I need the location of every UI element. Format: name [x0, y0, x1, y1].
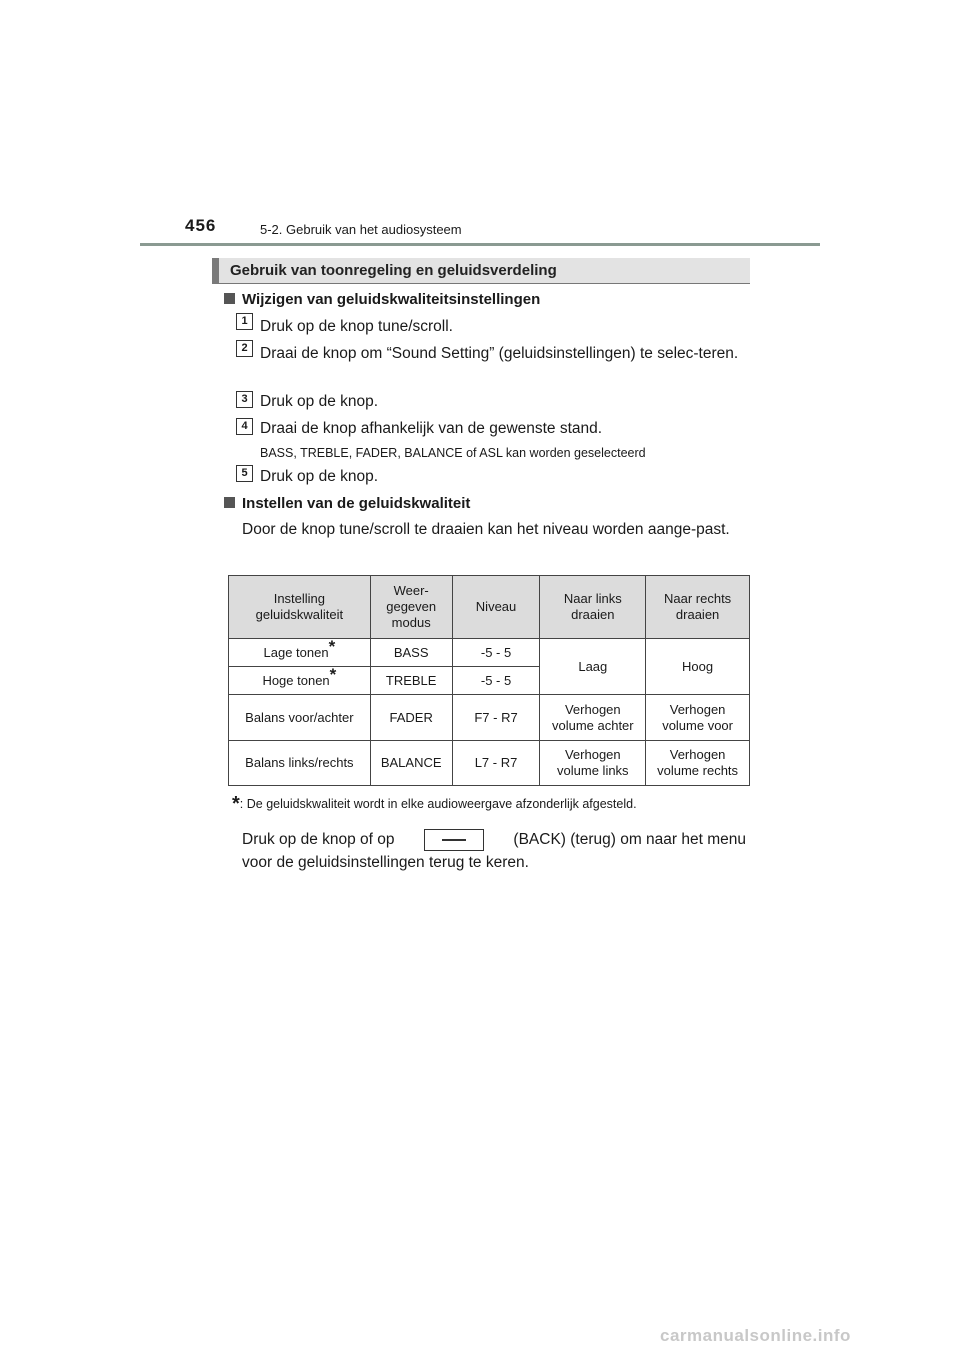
footnote-text: : De geluidskwaliteit wordt in elke audioweergave afzonderlijk afgesteld.	[239, 797, 637, 811]
table-header-cell: Naar links draaien	[540, 576, 646, 639]
square-bullet-icon	[224, 293, 235, 304]
table-cell: F7 - R7	[452, 695, 540, 741]
table-cell: Lage tonen*	[229, 639, 371, 667]
table-row	[229, 741, 750, 786]
subsection-title: Wijzigen van geluidskwaliteitsinstellingen	[242, 291, 541, 308]
step-text: Draai de knop om “Sound Setting” (geluidsinstellingen) te selec-teren.	[260, 345, 739, 362]
step-note: BASS, TREBLE, FADER, BALANCE of ASL kan worden geselecteerd	[260, 446, 646, 460]
step-badge: 3	[236, 391, 253, 408]
table-cell: BALANCE	[370, 741, 452, 786]
subsection-heading-quality	[224, 495, 470, 512]
step-text: Druk op de knop.	[260, 468, 379, 485]
step-badge: 1	[236, 313, 253, 330]
table-cell: BASS	[370, 639, 452, 667]
table-cell: TREBLE	[370, 667, 452, 695]
footnote	[232, 793, 637, 816]
back-paragraph-line	[242, 828, 746, 851]
section-heading-bar	[212, 258, 750, 284]
table-header-cell: Weer-gegeven modus	[370, 576, 452, 639]
square-bullet-icon	[224, 497, 235, 508]
table-cell: -5 - 5	[452, 667, 540, 695]
table-cell: L7 - R7	[452, 741, 540, 786]
step-text: Druk op de knop tune/scroll.	[260, 318, 453, 335]
step-badge: 4	[236, 418, 253, 435]
subsection-heading-settings	[224, 291, 540, 308]
table-cell: Hoog	[646, 639, 750, 695]
step-badge: 5	[236, 465, 253, 482]
step-badge: 2	[236, 340, 253, 357]
table-row	[229, 639, 750, 667]
header-rule	[140, 243, 820, 246]
table-cell: Verhogen volume rechts	[646, 741, 750, 786]
step-text: Druk op de knop.	[260, 393, 379, 410]
table-header-cell: Niveau	[452, 576, 540, 639]
watermark: carmanualsonline.info	[660, 1326, 851, 1345]
intro-paragraph: Door de knop tune/scroll te draaien kan het niveau worden aange-past.	[242, 521, 730, 538]
back-paragraph	[242, 828, 746, 874]
table-cell: Balans voor/achter	[229, 695, 371, 741]
step-text: Draai de knop afhankelijk van de gewenste stand.	[260, 420, 603, 437]
back-text-line2: voor de geluidsinstellingen terug te keren.	[242, 854, 529, 871]
asterisk-mark: *	[232, 793, 240, 815]
table-row	[229, 695, 750, 741]
table-cell: FADER	[370, 695, 452, 741]
back-text-after: (BACK) (terug) om naar het menu	[513, 831, 746, 848]
back-text-before: Druk op de knop of op	[242, 831, 395, 848]
back-button[interactable]	[424, 829, 484, 851]
table-cell: -5 - 5	[452, 639, 540, 667]
subsection-title: Instellen van de geluidskwaliteit	[242, 495, 471, 512]
table-cell: Hoge tonen*	[229, 667, 371, 695]
table-cell: Verhogen volume achter	[540, 695, 646, 741]
table-header-row	[229, 576, 750, 639]
running-header: 5-2. Gebruik van het audiosysteem	[260, 222, 462, 237]
page-number: 456	[185, 216, 217, 235]
asterisk-mark: *	[329, 664, 337, 684]
section-title: Gebruik van toonregeling en geluidsverdeling	[230, 262, 557, 279]
table-cell: Verhogen volume voor	[646, 695, 750, 741]
table-cell: Verhogen volume links	[540, 741, 646, 786]
table-header-cell: Naar rechts draaien	[646, 576, 750, 639]
table-cell: Laag	[540, 639, 646, 695]
table-header-cell: Instelling geluidskwaliteit	[229, 576, 371, 639]
sound-settings-table	[228, 575, 750, 786]
asterisk-mark: *	[328, 636, 336, 656]
table-cell: Balans links/rechts	[229, 741, 371, 786]
